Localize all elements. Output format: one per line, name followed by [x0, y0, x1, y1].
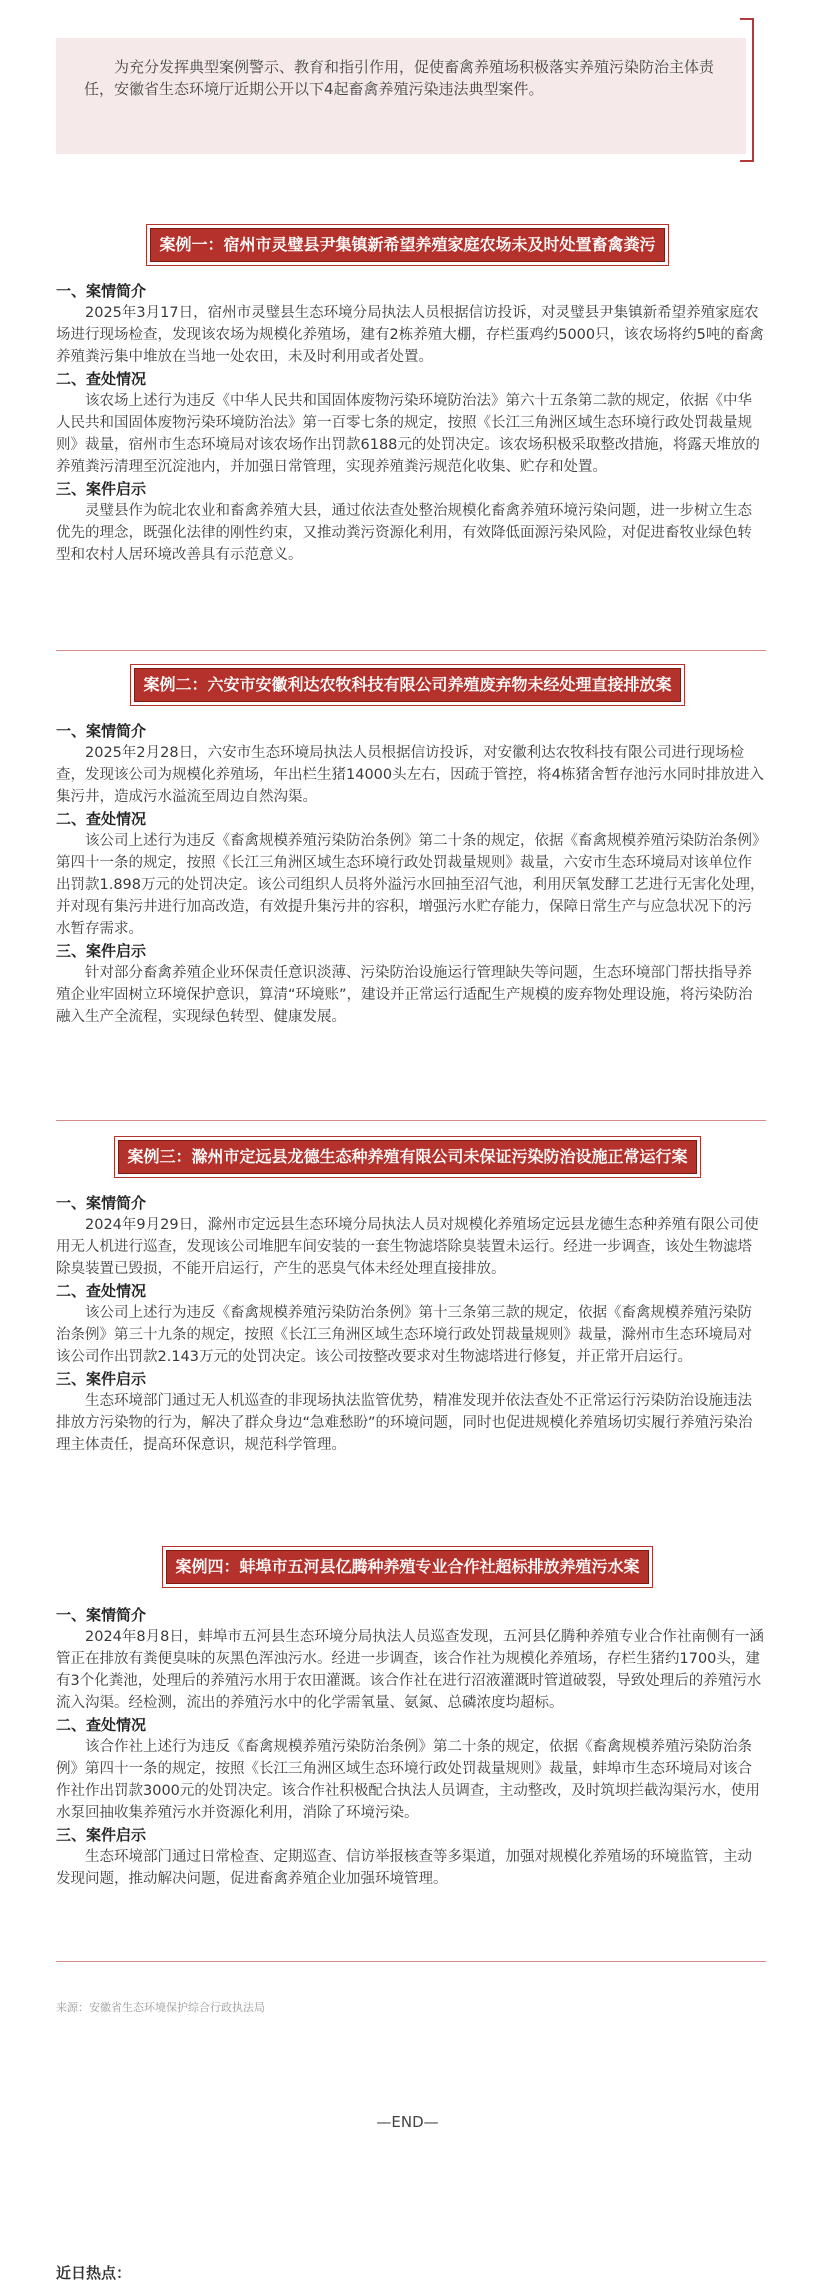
source-note: 来源：安徽省生态环境保护综合行政执法局 — [56, 2001, 265, 2014]
case-1-summary: 2025年3月17日，宿州市灵璧县生态环境分局执法人员根据信访投诉，对灵璧县尹集镇新希望养殖家庭农场进行现场检查，发现该农场为规模化养殖场，建有2栋养殖大棚，存栏蛋鸡约5000只，该农场将约5吨的畜禽养殖粪污集中堆放在当地一处农田，未及时利用或者处置。 — [56, 305, 764, 365]
case-1-lesson: 灵璧县作为皖北农业和畜禽养殖大县，通过依法查处整治规模化畜禽养殖环境污染问题，进一步树立生态优先的理念，既强化法律的刚性约束，又推动粪污资源化利用，有效降低面源污染风险，对促进畜牧业绿色转型和农村人居环境改善具有示范意义。 — [56, 503, 752, 563]
case-4-body — [56, 1604, 766, 1890]
case-2-summary: 2025年2月28日，六安市生态环境局执法人员根据信访投诉，对安徽利达农牧科技有限公司进行现场检查，发现该公司为规模化养殖场，年出栏生猪14000头左右，因疏于管控，将4栋猪舍暂存池污水同时排放进入集污井，造成污水溢流至周边自然沟渠。 — [56, 745, 764, 805]
divider — [56, 1961, 766, 1962]
case-3-lesson: 生态环境部门通过无人机巡查的非现场执法监管优势，精准发现并依法查处不正常运行污染防治设施违法排放方污染物的行为，解决了群众身边“急难愁盼”的环境问题，同时也促进规模化养殖场切实履行养殖污染治理主体责任，提高环保意识，规范科学管理。 — [56, 1393, 753, 1453]
case-4-handling: 该合作社上述行为违反《畜禽规模养殖污染防治条例》第二十条的规定，依据《畜禽规模养殖污染防治条例》第四十一条的规定，按照《长江三角洲区域生态环境行政处罚裁量规则》裁量，蚌埠市生态环境局对该合作社作出罚款3000元的处罚决定。该合作社积极配合执法人员调查，主动整改，及时筑坝拦截沟渠污水，使用水泵回抽收集养殖污水并资源化利用，消除了环境污染。 — [56, 1739, 760, 1821]
case-1-title-wrap — [0, 228, 815, 262]
end-marker: —END— — [376, 2113, 439, 2131]
case-2-heading-handling: 二、查处情况 — [56, 810, 147, 828]
case-4-lesson: 生态环境部门通过日常检查、定期巡查、信访举报核查等多渠道，加强对规模化养殖场的环境监管，主动发现问题，推动解决问题，促进畜禽养殖企业加强环境管理。 — [56, 1849, 752, 1887]
recent-hot-label: 近日热点： — [56, 2264, 132, 2282]
case-2-body — [56, 720, 766, 1028]
case-3-heading-handling: 二、查处情况 — [56, 1282, 147, 1300]
case-4-summary: 2024年8月8日，蚌埠市五河县生态环境分局执法人员巡查发现，五河县亿腾种养殖专业合作社南侧有一涵管正在排放有粪便臭味的灰黑色浑浊污水。经进一步调查，该合作社为规模化养殖场，存栏生猪约1700头，建有3个化粪池，处理后的养殖污水用于农田灌溉。该合作社在进行沼液灌溉时管道破裂，导致处理后的养殖污水流入沟渠。经检测，流出的养殖污水中的化学需氧量、氨氮、总磷浓度均超标。 — [56, 1629, 764, 1711]
case-2-handling: 该公司上述行为违反《畜禽规模养殖污染防治条例》第二十条的规定，依据《畜禽规模养殖污染防治条例》第四十一条的规定，按照《长江三角洲区域生态环境行政处罚裁量规则》裁量，六安市生态环境局对该单位作出罚款1.898万元的处罚决定。该公司组织人员将外溢污水回抽至沼气池，利用厌氧发酵工艺进行无害化处理，并对现有集污井进行加高改造，有效提升集污井的容积，增强污水贮存能力，保障日常生产与应急状况下的污水暂存需求。 — [56, 833, 765, 937]
case-3-heading-summary: 一、案情简介 — [56, 1194, 147, 1212]
intro-box — [56, 38, 746, 154]
case-3-handling: 该公司上述行为违反《畜禽规模养殖污染防治条例》第十三条第三款的规定，依据《畜禽规模养殖污染防治条例》第三十九条的规定，按照《长江三角洲区域生态环境行政处罚裁量规则》裁量，滁州市生态环境局对该公司作出罚款2.143万元的处罚决定。该公司按整改要求对生物滤塔进行修复，并正常开启运行。 — [56, 1305, 752, 1365]
case-1-heading-handling: 二、查处情况 — [56, 370, 147, 388]
case-1-heading-lesson: 三、案件启示 — [56, 480, 147, 498]
divider — [56, 650, 766, 651]
case-4-title: 案例四：蚌埠市五河县亿腾种养殖专业合作社超标排放养殖污水案 — [166, 1550, 648, 1584]
case-2-title: 案例二：六安市安徽利达农牧科技有限公司养殖废弃物未经处理直接排放案 — [134, 668, 680, 702]
case-3-title: 案例三：滁州市定远县龙德生态种养殖有限公司未保证污染防治设施正常运行案 — [118, 1140, 696, 1174]
case-2-lesson: 针对部分畜禽养殖企业环保责任意识淡薄、污染防治设施运行管理缺失等问题，生态环境部门帮扶指导养殖企业牢固树立环境保护意识，算清“环境账”，建设并正常运行适配生产规模的废弃物处理设施，将污染防治融入生产全流程，实现绿色转型、健康发展。 — [56, 965, 753, 1025]
case-4-heading-summary: 一、案情简介 — [56, 1606, 147, 1624]
case-2-heading-lesson: 三、案件启示 — [56, 942, 147, 960]
divider — [56, 1120, 766, 1121]
case-3-summary: 2024年9月29日，滁州市定远县生态环境分局执法人员对规模化养殖场定远县龙德生态种养殖有限公司使用无人机进行巡查，发现该公司堆肥车间安装的一套生物滤塔除臭装置未运行。经进一步调查，该处生物滤塔除臭装置已毁损，不能开启运行，产生的恶臭气体未经处理直接排放。 — [56, 1217, 759, 1277]
case-2-title-wrap — [0, 668, 815, 702]
case-4-heading-lesson: 三、案件启示 — [56, 1826, 147, 1844]
case-3-body — [56, 1192, 766, 1456]
case-3-heading-lesson: 三、案件启示 — [56, 1370, 147, 1388]
case-4-heading-handling: 二、查处情况 — [56, 1716, 147, 1734]
case-1-title: 案例一：宿州市灵璧县尹集镇新希望养殖家庭农场未及时处置畜禽粪污 — [150, 228, 664, 262]
case-1-heading-summary: 一、案情简介 — [56, 282, 147, 300]
case-4-title-wrap — [0, 1550, 815, 1584]
case-2-heading-summary: 一、案情简介 — [56, 722, 147, 740]
intro-text: 为充分发挥典型案例警示、教育和指引作用，促使畜禽养殖场积极落实养殖污染防治主体责任，安徽省生态环境厅近期公开以下4起畜禽养殖污染违法典型案件。 — [84, 58, 715, 98]
case-3-title-wrap — [0, 1140, 815, 1174]
case-1-handling: 该农场上述行为违反《中华人民共和国固体废物污染环境防治法》第六十五条第二款的规定，依据《中华人民共和国固体废物污染环境防治法》第一百零七条的规定，按照《长江三角洲区域生态环境行政处罚裁量规则》裁量，宿州市生态环境局对该农场作出罚款6188元的处罚决定。该农场积极采取整改措施，将露天堆放的养殖粪污清理至沉淀池内，并加强日常管理，实现养殖粪污规范化收集、贮存和处置。 — [56, 393, 760, 475]
case-1-body — [56, 280, 766, 566]
